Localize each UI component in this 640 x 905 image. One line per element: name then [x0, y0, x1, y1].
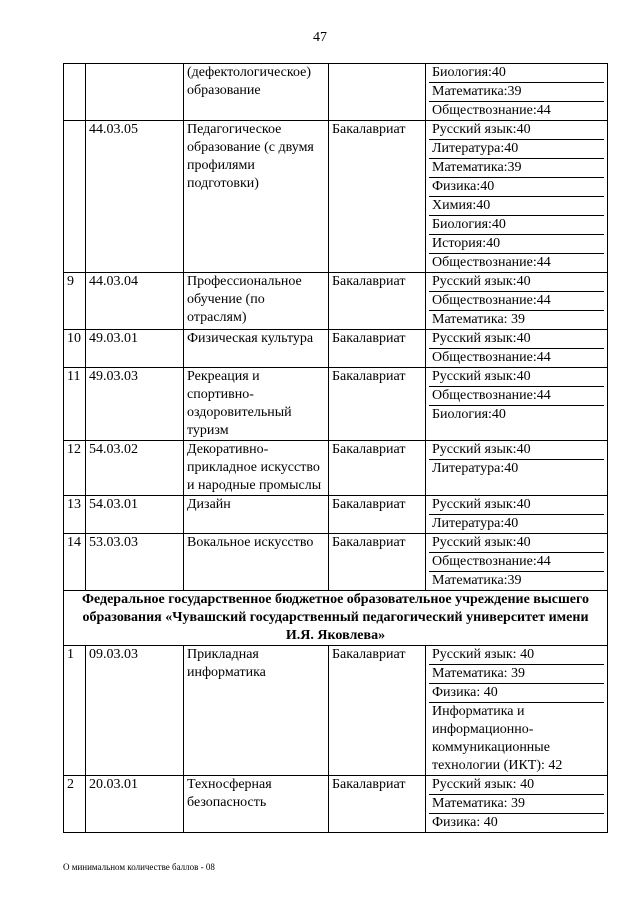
subject-score: Литература:40 [432, 516, 519, 531]
subject-score: Обществознание:44 [432, 255, 551, 270]
program-code-cell: 44.03.04 [86, 273, 184, 330]
education-level-cell: Бакалавриат [329, 496, 426, 534]
table-row [64, 121, 608, 273]
footer-note: О минимальном количестве баллов - 08 [63, 862, 215, 872]
subject-score: Биология:40 [429, 64, 604, 83]
org-header-row [64, 591, 608, 646]
program-name-cell: Техносферная безопасность [184, 776, 329, 833]
education-level-cell: Бакалавриат [329, 776, 426, 833]
table-row [64, 496, 608, 534]
program-code-cell: 54.03.01 [86, 496, 184, 534]
subject-score: Русский язык:40 [429, 121, 604, 140]
program-code-cell: 09.03.03 [86, 646, 184, 776]
row-number-cell [64, 121, 86, 273]
subject-score: Обществознание:44 [429, 553, 604, 572]
subject-score: Биология:40 [432, 407, 506, 422]
subject-score: Физика: 40 [432, 815, 498, 830]
subject-score: Математика:39 [429, 83, 604, 102]
subject-score: Математика:39 [429, 159, 604, 178]
subject-score: Физика: 40 [429, 684, 604, 703]
program-code-cell: 49.03.03 [86, 368, 184, 441]
subjects-cell [426, 368, 608, 441]
row-number-cell: 11 [64, 368, 86, 441]
subject-score: Русский язык: 40 [429, 646, 604, 665]
table-row [64, 646, 608, 776]
subjects-cell [426, 64, 608, 121]
table-row [64, 273, 608, 330]
program-name-cell: Педагогическое образование (с двумя профилями подготовки) [184, 121, 329, 273]
subject-score: Литература:40 [429, 140, 604, 159]
program-code-cell: 20.03.01 [86, 776, 184, 833]
education-level-cell: Бакалавриат [329, 646, 426, 776]
row-number-cell [64, 64, 86, 121]
subjects-cell [426, 330, 608, 368]
subject-score: Биология:40 [429, 216, 604, 235]
subject-score: Русский язык: 40 [429, 776, 604, 795]
subjects-cell [426, 776, 608, 833]
program-name-cell: Профессиональное обучение (по отраслям) [184, 273, 329, 330]
program-code-cell: 53.03.03 [86, 534, 184, 591]
subject-score: Русский язык:40 [429, 496, 604, 515]
subject-score: Математика: 39 [429, 795, 604, 814]
row-number-cell: 10 [64, 330, 86, 368]
subjects-cell [426, 496, 608, 534]
subject-score: Русский язык:40 [429, 273, 604, 292]
subjects-cell [426, 646, 608, 776]
subject-score: Литература:40 [432, 461, 519, 476]
row-number-cell: 1 [64, 646, 86, 776]
education-level-cell: Бакалавриат [329, 368, 426, 441]
subjects-cell [426, 441, 608, 496]
subject-score: Русский язык:40 [429, 441, 604, 460]
table-row [64, 441, 608, 496]
subject-score: Информатика и информационно-коммуникационные технологии (ИКТ): 42 [432, 704, 563, 773]
row-number-cell: 2 [64, 776, 86, 833]
subject-score: Обществознание:44 [429, 387, 604, 406]
program-name-cell: Физическая культура [184, 330, 329, 368]
subject-score: Обществознание:44 [432, 350, 551, 365]
subjects-cell [426, 534, 608, 591]
subjects-cell [426, 273, 608, 330]
row-number-cell: 9 [64, 273, 86, 330]
subject-score: Русский язык:40 [429, 368, 604, 387]
education-level-cell: Бакалавриат [329, 441, 426, 496]
table-row [64, 330, 608, 368]
education-level-cell: Бакалавриат [329, 534, 426, 591]
program-code-cell: 54.03.02 [86, 441, 184, 496]
subject-score: Обществознание:44 [432, 103, 551, 118]
table-row [64, 534, 608, 591]
subject-score: Химия:40 [429, 197, 604, 216]
program-name-cell: Вокальное искусство [184, 534, 329, 591]
organization-header: Федеральное государственное бюджетное образовательное учреждение высшего образования «Чувашский государственный педагогический университет имени И.Я. Яковлева» [64, 591, 608, 646]
table-row [64, 64, 608, 121]
program-name-cell: Рекреация и спортивно-оздоровительный туризм [184, 368, 329, 441]
table-body [64, 64, 608, 833]
subject-score: Математика:39 [432, 573, 522, 588]
table-row [64, 368, 608, 441]
row-number-cell: 13 [64, 496, 86, 534]
education-level-cell: Бакалавриат [329, 330, 426, 368]
admission-table [63, 63, 608, 833]
program-name-cell: Дизайн [184, 496, 329, 534]
education-level-cell [329, 64, 426, 121]
subject-score: История:40 [429, 235, 604, 254]
subject-score: Русский язык:40 [429, 534, 604, 553]
program-name-cell: (дефектологическое) образование [184, 64, 329, 121]
education-level-cell: Бакалавриат [329, 121, 426, 273]
program-code-cell: 49.03.01 [86, 330, 184, 368]
subject-score: Русский язык:40 [429, 330, 604, 349]
program-name-cell: Декоративно-прикладное искусство и народные промыслы [184, 441, 329, 496]
program-code-cell: 44.03.05 [86, 121, 184, 273]
subject-score: Математика: 39 [429, 665, 604, 684]
subject-score: Физика:40 [429, 178, 604, 197]
subjects-cell [426, 121, 608, 273]
program-name-cell: Прикладная информатика [184, 646, 329, 776]
education-level-cell: Бакалавриат [329, 273, 426, 330]
table-row [64, 776, 608, 833]
row-number-cell: 14 [64, 534, 86, 591]
subject-score: Обществознание:44 [429, 292, 604, 311]
page-number: 47 [313, 30, 327, 45]
row-number-cell: 12 [64, 441, 86, 496]
program-code-cell [86, 64, 184, 121]
subject-score: Математика: 39 [432, 312, 526, 327]
